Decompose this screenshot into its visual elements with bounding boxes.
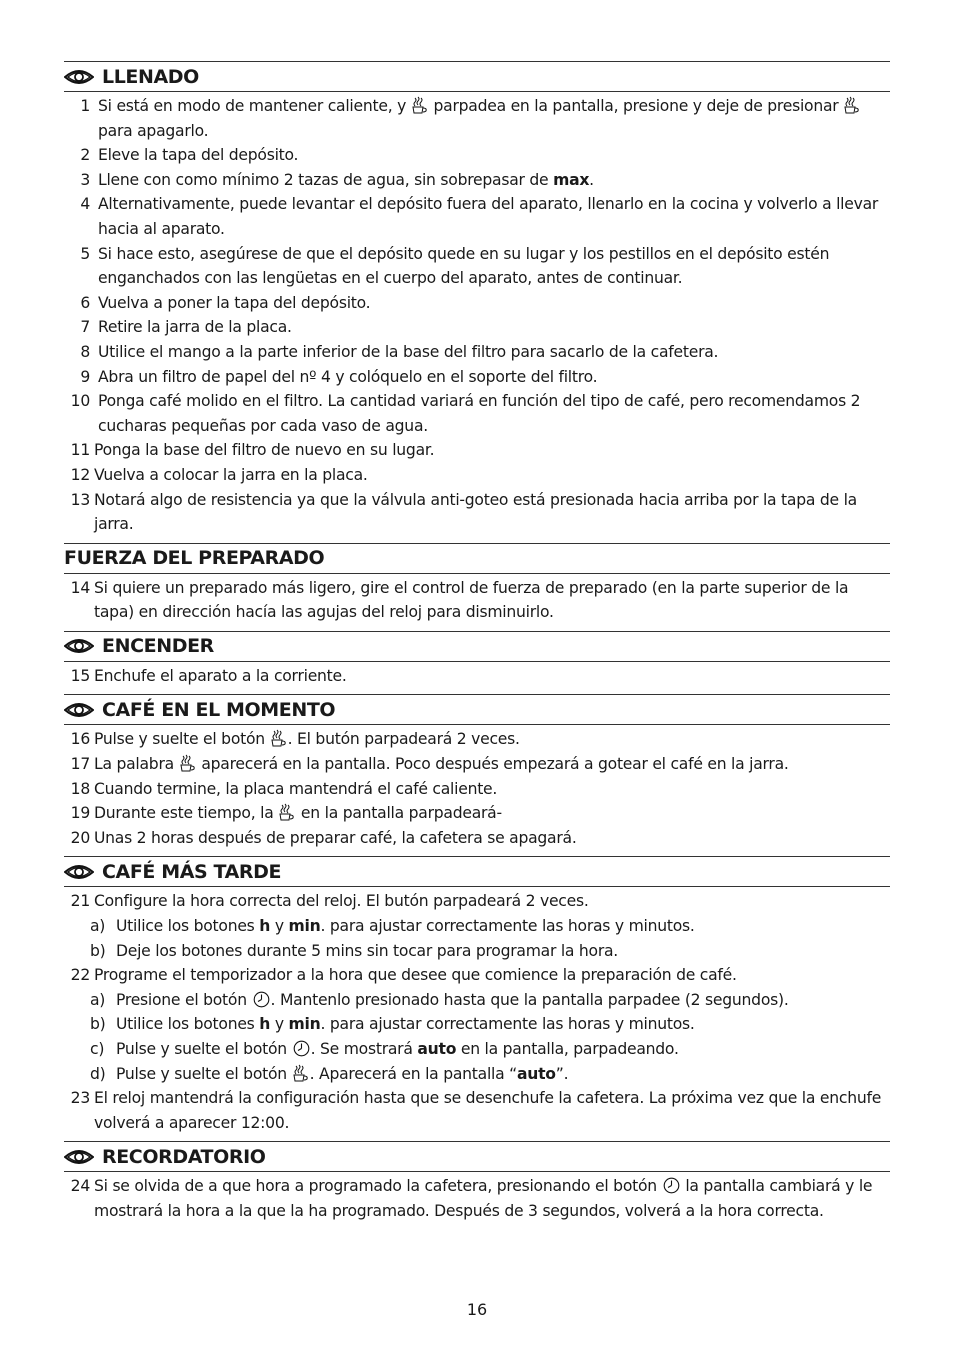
item-number: 16: [70, 730, 90, 749]
clock-icon: [253, 991, 270, 1008]
section-title: CAFÉ MÁS TARDE: [102, 860, 282, 883]
eye-icon: [64, 863, 94, 881]
sub-item: [64, 1037, 890, 1062]
section-title: CAFÉ EN EL MOMENTO: [102, 698, 336, 721]
sub-item: [64, 1062, 890, 1087]
item-text: Alternativamente, puede levantar el depósito fuera del aparato, llenarlo en la cocina y volverlo a llevar hacia al aparato.: [98, 195, 879, 238]
item-number: 11: [70, 441, 90, 460]
section-momento: [64, 694, 890, 856]
section-llenado: [64, 61, 890, 543]
list-item: [64, 365, 890, 390]
list-item: [64, 438, 890, 463]
list-item: [64, 94, 890, 143]
section-heading: [64, 631, 890, 662]
item-number: 5: [80, 244, 90, 263]
sub-item-text: Utilice los botones h y min. para ajustar correctamente las horas y minutos.: [116, 1015, 695, 1034]
section-title: LLENADO: [102, 65, 199, 88]
sub-item-label: b): [90, 1015, 106, 1034]
eye-icon: [64, 68, 94, 86]
sub-item-label: c): [90, 1040, 105, 1058]
list-item: [64, 576, 890, 625]
section-heading: [64, 694, 890, 725]
item-text: Si está en modo de mantener caliente, y parpadea en la pantalla, presione y deje de presionar para apagarlo.: [90, 94, 890, 143]
keep-warm-icon: [293, 1064, 309, 1082]
section-title: RECORDATORIO: [102, 1145, 266, 1168]
clock-icon: [293, 1040, 310, 1057]
list-item: [64, 963, 890, 988]
list-item: [64, 826, 890, 851]
item-number: 20: [70, 828, 90, 847]
item-number: 13: [70, 490, 90, 509]
item-number: 12: [70, 465, 90, 484]
list-item: [64, 752, 890, 777]
list-item: [64, 168, 890, 193]
item-text: Vuelva a poner la tapa del depósito.: [98, 293, 371, 312]
list-item: [64, 291, 890, 316]
section-heading: [64, 543, 890, 574]
item-text: Si quiere un preparado más ligero, gire el control de fuerza de preparado (en la parte superior de la tapa) en dirección hacía las agujas del reloj para disminuirlo.: [94, 578, 849, 622]
list-item: [64, 777, 890, 802]
item-number: 17: [70, 755, 90, 774]
item-text: Unas 2 horas después de preparar café, la cafetera se apagará.: [94, 828, 577, 847]
sub-item: [64, 914, 890, 939]
item-number: 24: [70, 1177, 90, 1196]
item-text: Vuelva a colocar la jarra en la placa.: [94, 465, 368, 484]
list-item: [64, 1174, 890, 1223]
item-text: Llene con como mínimo 2 tazas de agua, sin sobrepasar de max.: [98, 170, 594, 189]
item-text: Ponga la base del filtro de nuevo en su lugar.: [94, 441, 435, 460]
item-number: 2: [80, 146, 90, 165]
item-text: La palabra aparecerá en la pantalla. Poco después empezará a gotear el café en la jarra.: [94, 755, 789, 774]
list-item: [64, 192, 890, 241]
section-encender: [64, 631, 890, 695]
item-number: 14: [70, 578, 90, 597]
sub-item-label: a): [90, 917, 106, 936]
item-text: Programe el temporizador a la hora que desee que comience la preparación de café.: [94, 966, 737, 985]
sub-item-label: a): [90, 990, 106, 1009]
section-fuerza: [64, 543, 890, 631]
keep-warm-icon: [279, 803, 295, 821]
item-text: Cuando termine, la placa mantendrá el café caliente.: [94, 779, 498, 798]
sub-item-text: Presione el botón . Mantenlo presionado hasta que la pantalla parpadee (2 segundos).: [116, 990, 789, 1009]
keep-warm-icon: [844, 96, 860, 114]
list-item: [64, 389, 890, 438]
item-text: Utilice el mango a la parte inferior de la base del filtro para sacarlo de la cafetera.: [98, 342, 719, 361]
item-text: Configure la hora correcta del reloj. El butón parpadeará 2 veces.: [94, 892, 589, 911]
item-number: 15: [70, 666, 90, 685]
item-number: 18: [70, 779, 90, 798]
item-text: El reloj mantendrá la configuración hasta que se desenchufe la cafetera. La próxima vez que la enchufe volverá a aparecer 12:00.: [94, 1089, 882, 1132]
keep-warm-icon: [271, 729, 287, 747]
item-text: Ponga café molido en el filtro. La cantidad variará en función del tipo de café, pero recomendamos 2 cucharas pequeñas por cada vaso de agua.: [98, 392, 861, 435]
list-item: [64, 488, 890, 537]
list-item: [64, 340, 890, 365]
list-item: [64, 143, 890, 168]
item-number: 21: [70, 892, 90, 911]
eye-icon: [64, 637, 94, 655]
item-text: Enchufe el aparato a la corriente.: [94, 666, 347, 685]
list-item: [64, 664, 890, 689]
item-text: Si se olvida de a que hora a programado la cafetera, presionando el botón la pantalla cambiará y le mostrará la hora a la que la ha programado. Después de 3 segundos, volverá a la hora correcta.: [94, 1177, 873, 1220]
section-title: ENCENDER: [102, 635, 214, 658]
item-number: 19: [70, 804, 90, 823]
keep-warm-icon: [180, 754, 196, 772]
item-text: Eleve la tapa del depósito.: [98, 146, 299, 165]
item-text: Retire la jarra de la placa.: [98, 318, 292, 337]
page-number: 16: [466, 1300, 488, 1319]
section-title: FUERZA DEL PREPARADO: [64, 547, 325, 570]
item-number: 1: [80, 97, 90, 115]
section-recordatorio: [64, 1141, 890, 1229]
sub-item-label: b): [90, 941, 106, 960]
item-text: Durante este tiempo, la en la pantalla parpadeará-: [94, 804, 502, 823]
item-number: 23: [70, 1089, 90, 1108]
list-item: [64, 801, 890, 826]
keep-warm-icon: [412, 96, 428, 114]
item-number: 10: [70, 392, 90, 411]
list-item: [64, 242, 890, 291]
sub-item: [64, 1012, 890, 1037]
section-tarde: [64, 856, 890, 1141]
list-item: [64, 315, 890, 340]
item-number: 3: [80, 170, 90, 189]
clock-icon: [663, 1177, 680, 1194]
sub-item-label: d): [90, 1064, 106, 1083]
sub-item-text: Deje los botones durante 5 mins sin tocar para programar la hora.: [116, 941, 619, 960]
item-text: Notará algo de resistencia ya que la válvula anti-goteo está presionada hacia arriba por la tapa de la jarra.: [94, 490, 857, 534]
sub-item-text: Utilice los botones h y min. para ajustar correctamente las horas y minutos.: [116, 917, 695, 936]
item-number: 6: [80, 293, 90, 312]
item-number: 22: [70, 966, 90, 985]
list-item: [64, 889, 890, 914]
item-text: Si hace esto, asegúrese de que el depósito quede en su lugar y los pestillos en el depósito estén enganchados con las lengüetas en el cuerpo del aparato, antes de continuar.: [98, 244, 830, 288]
sub-item-text: Pulse y suelte el botón . Se mostrará auto en la pantalla, parpadeando.: [116, 1040, 679, 1058]
manual-page: [64, 61, 890, 1230]
sub-item: [64, 939, 890, 964]
sub-item: [64, 988, 890, 1013]
eye-icon: [64, 1148, 94, 1166]
item-number: 8: [80, 342, 90, 361]
item-number: 7: [80, 318, 90, 337]
item-number: 9: [80, 367, 90, 386]
item-text: Pulse y suelte el botón . El butón parpadeará 2 veces.: [94, 730, 520, 749]
item-text: Abra un filtro de papel del nº 4 y colóquelo en el soporte del filtro.: [98, 367, 598, 386]
list-item: [64, 727, 890, 752]
section-heading: [64, 61, 890, 92]
section-heading: [64, 1141, 890, 1172]
item-number: 4: [80, 195, 90, 214]
list-item: [64, 463, 890, 488]
eye-icon: [64, 701, 94, 719]
list-item: [64, 1086, 890, 1135]
section-heading: [64, 856, 890, 887]
sub-item-text: Pulse y suelte el botón . Aparecerá en la pantalla “auto”.: [116, 1064, 569, 1083]
